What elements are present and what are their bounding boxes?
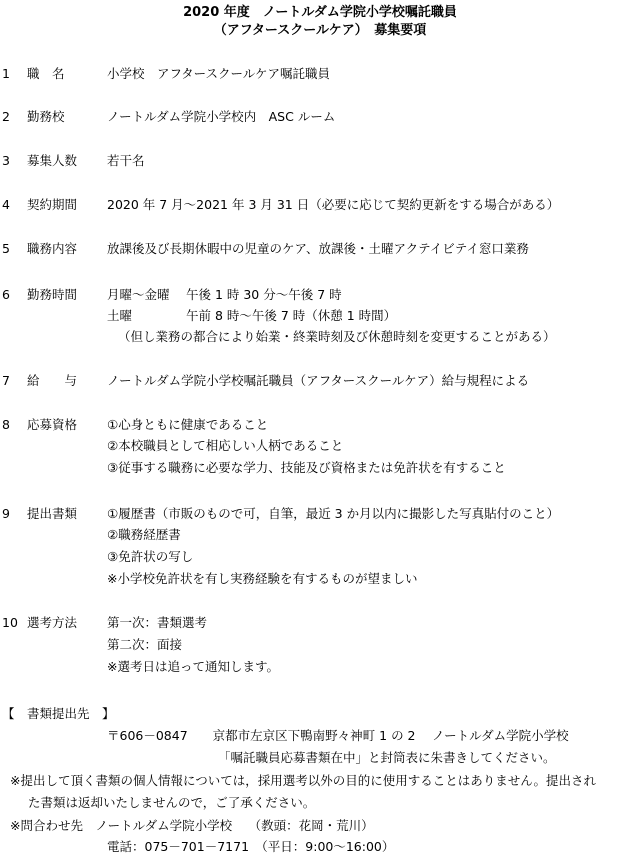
privacy-notice-continued: た書類は返却いたしませんので，ご了承ください。: [28, 795, 316, 810]
submission-heading: 【 書類提出先 】: [2, 706, 115, 721]
section-label: 選考方法: [27, 615, 78, 630]
section-text: 小学校 アフタースクールケア嘱託職員: [107, 66, 331, 81]
section-text: ノートルダム学院小学校内 ASC ルーム: [107, 109, 336, 124]
section-number: 8: [2, 417, 10, 432]
section-number: 3: [2, 153, 10, 168]
section-label: 勤務時間: [27, 287, 78, 302]
section-number: 2: [2, 109, 10, 124]
section-number: 1: [2, 66, 10, 81]
section-label: 契約期間: [27, 197, 78, 212]
section-text: ①履歴書（市販のもので可，自筆，最近 3 か月以内に撮影した写真貼付のこと）: [107, 506, 560, 521]
section-label: 職務内容: [27, 241, 78, 256]
document-title: 2020 年度 ノートルダム学院小学校嘱託職員: [183, 5, 457, 20]
section-text: 月曜～金曜 午後 1 時 30 分～午後 7 時: [107, 287, 342, 302]
section-text: ②本校職員として相応しい人柄であること: [107, 438, 344, 453]
section-number: 10: [2, 615, 18, 630]
section-text: 第一次：書類選考: [107, 615, 208, 630]
section-text: 若干名: [107, 153, 145, 168]
section-text: 2020 年 7 月～2021 年 3 月 31 日（必要に応じて契約更新をする場合がある）: [107, 197, 560, 212]
section-label: 職 名: [27, 66, 65, 81]
section-label: 給 与: [27, 373, 78, 388]
section-text: 土曜 午前 8 時～午後 7 時（休憩 1 時間）: [107, 308, 397, 323]
submission-address: 〒606－0847 京都市左京区下鴨南野々神町 1 の 2 ノートルダム学院小学校: [107, 728, 569, 743]
privacy-notice: ※提出して頂く書類の個人情報については，採用選考以外の目的に使用することはありません。提出され: [10, 773, 596, 788]
section-text: ③従事する職務に必要な学力、技能及び資格または免許状を有すること: [107, 460, 506, 475]
submission-envelope-note: 「嘱託職員応募書類在中」と封筒表に朱書きしてください。: [218, 750, 556, 765]
contact-info: ※問合わせ先 ノートルダム学院小学校 （教頭：花岡・荒川）: [10, 818, 374, 833]
section-number: 9: [2, 506, 10, 521]
section-note: （但し業務の都合により始業・終業時刻及び休憩時刻を変更することがある）: [118, 329, 556, 344]
section-label: 提出書類: [27, 506, 78, 521]
section-text: ※選考日は追って通知します。: [107, 659, 279, 674]
section-text: ①心身ともに健康であること: [107, 417, 269, 432]
section-text: 第二次：面接: [107, 637, 183, 652]
section-label: 応募資格: [27, 417, 78, 432]
section-label: 勤務校: [27, 109, 65, 124]
section-text: 放課後及び長期休暇中の児童のケア、放課後・土曜アクテイビテイ窓口業務: [107, 241, 529, 256]
section-text: ③免許状の写し: [107, 549, 194, 564]
section-label: 募集人数: [27, 153, 78, 168]
contact-phone: 電話：075－701－7171 （平日：9:00～16:00）: [107, 839, 395, 854]
section-number: 7: [2, 373, 10, 388]
section-text: ②職務経歴書: [107, 527, 181, 542]
document-subtitle: （アフタースクールケア） 募集要項: [213, 23, 427, 38]
section-text: ※小学校免許状を有し実務経験を有するものが望ましい: [107, 571, 418, 586]
section-number: 4: [2, 197, 10, 212]
section-number: 5: [2, 241, 10, 256]
section-text: ノートルダム学院小学校嘱託職員（アフタースクールケア）給与規程による: [107, 373, 530, 388]
section-number: 6: [2, 287, 10, 302]
